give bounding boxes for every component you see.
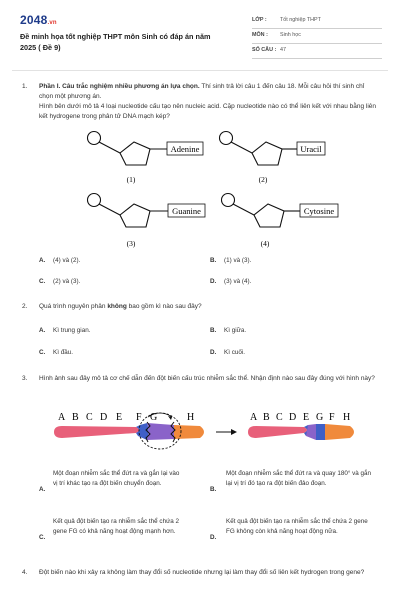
question-4 [22,568,380,596]
gene-label: B [263,412,270,423]
nucleotide-number: (1) [126,175,136,184]
option-b[interactable] [210,326,246,335]
nucleotide-number: (4) [260,239,270,248]
option-d-letter: D. [210,534,217,541]
gene-label: F [136,412,142,423]
gene-label: E [303,412,310,423]
option-letter: A. [39,327,46,334]
meta-label: LỚP : [252,17,267,24]
gene-label: D [100,412,108,423]
question-stem [39,82,379,122]
document-header [20,12,380,70]
chromosome-figure [50,406,360,456]
option-letter: D. [210,278,217,285]
nucleotide-number: (3) [126,239,136,248]
option-b[interactable] [210,256,251,265]
question-number: 4. [22,569,28,576]
option-text: (3) và (4). [224,278,252,285]
option-letter: B. [210,257,217,264]
option-text: (1) và (3). [224,257,252,264]
option-letter: C. [39,349,46,356]
meta-value: 47 [280,47,286,54]
gene-label: G [150,412,158,423]
option-a-letter: A. [39,486,46,493]
site-logo[interactable] [20,12,57,29]
option-a[interactable]: Một đoạn nhiễm sắc thể đứt ra và gắn lại vào vị trí khác tạo ra đột biến chuyển đoạn. [53,470,180,487]
option-letter: D. [210,349,217,356]
nucleotide-2 [220,132,326,185]
logo-main: 2048 [20,13,48,27]
part-label: Phần I. Câu trắc nghiệm nhiều phương án lựa chọn. [39,83,200,90]
base-label: Adenine [170,144,200,154]
question-number: 3. [22,375,28,382]
question-number: 1. [22,83,28,90]
header-divider [12,70,388,71]
gene-label: F [329,412,335,423]
chromosome-mutated [248,412,354,440]
gene-label: G [316,412,324,423]
question-stem: Hình ảnh sau đây mô tả cơ chế dẫn đến đột biến cấu trúc nhiễm sắc thể. Nhận định nào sau đây đúng với hình này? [39,375,375,382]
base-label: Uracil [300,144,322,154]
meta-label: MÔN : [252,32,268,39]
nucleotide-figure [82,129,342,251]
option-text: Kì cuối. [224,349,245,356]
question-3 [22,374,380,559]
question-stem: Đột biến nào khi xảy ra không làm thay đổi số nucleotide nhưng lại làm thay đổi số liên kết hydrogen trong gene? [39,569,365,576]
gene-label: A [58,412,66,423]
option-letter: A. [39,257,46,264]
logo-suffix: .vn [47,20,57,26]
chromosome-original [54,412,204,449]
option-d[interactable] [210,348,245,357]
gene-label: E [116,412,123,423]
gene-label: D [289,412,297,423]
nucleotide-number: (2) [258,175,268,184]
option-text: Kì đầu. [53,349,73,356]
meta-value: Sinh học [280,32,301,39]
emphasis-word: không [107,303,127,310]
option-b-letter: B. [210,486,217,493]
meta-row-subject [252,29,382,44]
gene-label: H [343,412,351,423]
question-stem [39,302,379,312]
question-text-end: bao gồm kì nào sau đây? [126,303,202,310]
gene-label: B [72,412,79,423]
nucleotide-3 [88,194,206,249]
base-label: Cytosine [303,206,335,216]
question-text: Hình bên dưới mô tả 4 loại nucleotide cấu tạo nên nucleic acid. Cặp nucleotide nào có thể liên kết với nhau bằng liên kết hydrogene trong phân tử DNA mạch kép? [39,103,377,121]
option-a[interactable] [39,256,80,265]
option-c[interactable] [39,277,80,286]
question-2 [22,302,380,362]
base-label: Guanine [172,206,201,216]
question-1 [22,82,380,292]
meta-table [252,14,382,59]
option-c-letter: C. [39,534,46,541]
option-d[interactable] [210,277,251,286]
option-d[interactable]: Kết quả đột biến tạo ra nhiễm sắc thể chứa 2 gene FG không còn khả năng hoạt động nữa. [226,518,368,535]
option-letter: B. [210,327,217,334]
meta-label: SỐ CÂU : [252,47,277,54]
meta-row-count [252,44,382,59]
option-letter: C. [39,278,46,285]
question-number: 2. [22,303,28,310]
transformation-arrow [216,429,237,435]
gene-label: C [276,412,283,423]
option-text: Kì trung gian. [53,327,91,334]
option-text: Kì giữa. [224,327,247,334]
document-title: Đề minh họa tốt nghiệp THPT môn Sinh có đáp án năm 2025 ( Đề 9) [20,32,211,52]
option-c[interactable]: Kết quả đột biến tạo ra nhiễm sắc thể chứa 2 gene FG có khả năng hoạt động mạnh hơn. [53,518,180,535]
meta-value: Tốt nghiệp THPT [280,17,321,24]
nucleotide-1 [88,132,204,185]
gene-label: C [86,412,93,423]
option-a[interactable] [39,326,90,335]
question-text: Quá trình nguyên phân [39,303,108,310]
nucleotide-4 [222,194,339,249]
meta-row-class [252,14,382,29]
part-instructions: Thí sinh trả lời câu 1 đến câu 18. Mỗi câu hỏi thí sinh chỉ chọn một phương án. [39,83,365,101]
option-text: (2) và (3). [53,278,81,285]
gene-label: A [250,412,258,423]
option-b[interactable]: Một đoạn nhiễm sắc thể đứt ra và quay 180° và gắn lại vị trí đó tạo ra đột biến đảo đoạn. [226,470,372,487]
option-text: (4) và (2). [53,257,81,264]
option-c[interactable] [39,348,73,357]
gene-label: H [187,412,195,423]
